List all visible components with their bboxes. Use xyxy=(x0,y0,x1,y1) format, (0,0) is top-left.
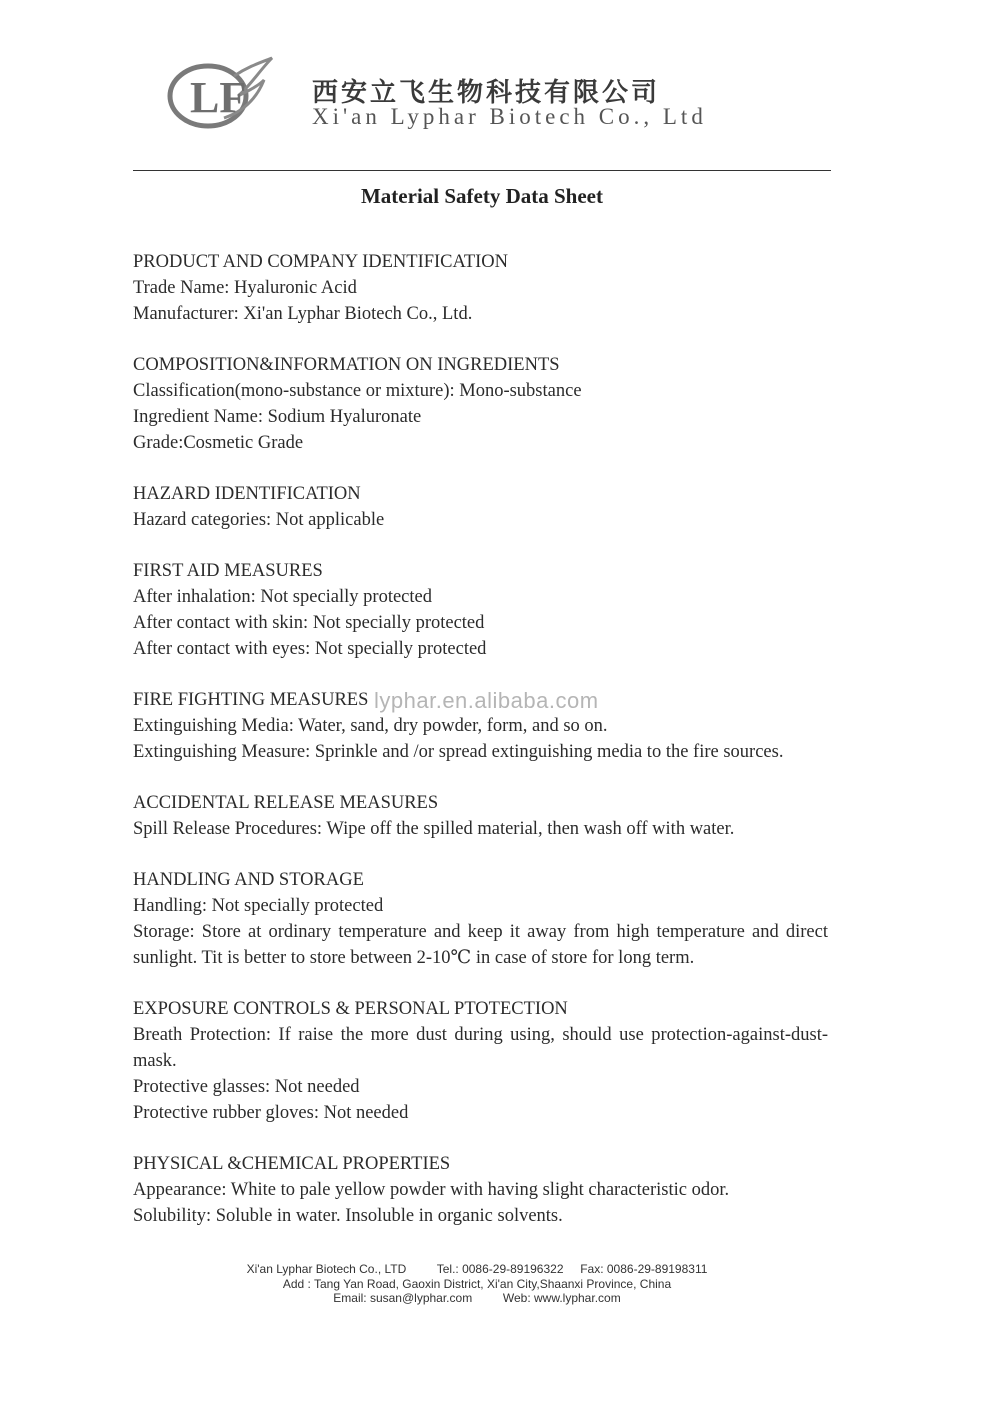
company-name-english: Xi'an Lyphar Biotech Co., Ltd xyxy=(312,104,707,129)
document-title: Material Safety Data Sheet xyxy=(360,184,603,208)
footer-email: Email: susan@lyphar.com xyxy=(333,1291,473,1305)
spill-procedure-line: Spill Release Procedures: Wipe off the spilled material, then wash off with water. xyxy=(133,819,735,839)
breath-protection-line: Breath Protection: If raise the more dust during using, should use protection-against-dust-mask. xyxy=(133,1025,828,1071)
section-heading: HAZARD IDENTIFICATION xyxy=(133,484,361,504)
letterhead xyxy=(160,52,800,142)
section-handling-storage xyxy=(133,867,828,971)
ingredient-line: Ingredient Name: Sodium Hyaluronate xyxy=(133,407,422,427)
inhalation-line: After inhalation: Not specially protected xyxy=(133,587,432,607)
footer-fax: Fax: 0086-29-89198311 xyxy=(580,1262,708,1276)
section-heading: PHYSICAL &CHEMICAL PROPERTIES xyxy=(133,1154,451,1174)
grade-line: Grade:Cosmetic Grade xyxy=(133,433,304,453)
section-hazard xyxy=(133,481,828,533)
extinguishing-measure-line: Extinguishing Measure: Sprinkle and /or spread extinguishing media to the fire sources. xyxy=(133,742,784,762)
section-heading: FIRST AID MEASURES xyxy=(133,561,323,581)
section-heading: FIRE FIGHTING MEASURES xyxy=(133,690,369,710)
extinguishing-media-line: Extinguishing Media: Water, sand, dry powder, form, and so on. xyxy=(133,716,608,736)
section-composition xyxy=(133,352,828,456)
section-exposure-controls xyxy=(133,996,828,1126)
trade-name-line: Trade Name: Hyaluronic Acid xyxy=(133,278,357,298)
company-logo xyxy=(164,56,274,136)
appearance-line: Appearance: White to pale yellow powder with having slight characteristic odor. xyxy=(133,1180,730,1200)
hazard-line: Hazard categories: Not applicable xyxy=(133,510,385,530)
section-heading: ACCIDENTAL RELEASE MEASURES xyxy=(133,793,439,813)
section-accidental-release xyxy=(133,790,828,842)
section-heading: HANDLING AND STORAGE xyxy=(133,870,364,890)
footer xyxy=(0,1262,954,1306)
section-heading: EXPOSURE CONTROLS & PERSONAL PTOTECTION xyxy=(133,999,568,1019)
solubility-line: Solubility: Soluble in water. Insoluble in organic solvents. xyxy=(133,1206,563,1226)
company-name-chinese: 西安立飞生物科技有限公司 xyxy=(312,78,661,108)
gloves-line: Protective rubber gloves: Not needed xyxy=(133,1103,409,1123)
watermark: lyphar.en.alibaba.com xyxy=(374,688,599,713)
footer-company: Xi'an Lyphar Biotech Co., LTD xyxy=(246,1262,407,1276)
msds-body xyxy=(133,249,828,1254)
footer-contact-line xyxy=(0,1262,954,1277)
skin-contact-line: After contact with skin: Not specially protected xyxy=(133,613,485,633)
footer-web: Web: www.lyphar.com xyxy=(502,1291,621,1305)
footer-web-line xyxy=(0,1291,954,1306)
handling-line: Handling: Not specially protected xyxy=(133,896,384,916)
logo-lettering: LF xyxy=(190,73,247,122)
glasses-line: Protective glasses: Not needed xyxy=(133,1077,360,1097)
section-heading: COMPOSITION&INFORMATION ON INGREDIENTS xyxy=(133,355,560,375)
manufacturer-line: Manufacturer: Xi'an Lyphar Biotech Co., Ltd. xyxy=(133,304,473,324)
section-product-identification xyxy=(133,249,828,327)
section-first-aid xyxy=(133,558,828,662)
eye-contact-line: After contact with eyes: Not specially protected xyxy=(133,639,487,659)
classification-line: Classification(mono-substance or mixture): Mono-substance xyxy=(133,381,582,401)
header-divider xyxy=(133,170,831,171)
section-heading: PRODUCT AND COMPANY IDENTIFICATION xyxy=(133,252,509,272)
section-physical-chemical xyxy=(133,1151,828,1229)
footer-address: Add : Tang Yan Road, Gaoxin District, Xi'an City,Shaanxi Province, China xyxy=(282,1276,672,1291)
storage-line: Storage: Store at ordinary temperature and keep it away from high temperature and direct sunlight. Tit is better to store between 2-10℃ in case of store for long term. xyxy=(133,922,828,968)
footer-tel: Tel.: 0086-29-89196322 xyxy=(436,1262,564,1276)
